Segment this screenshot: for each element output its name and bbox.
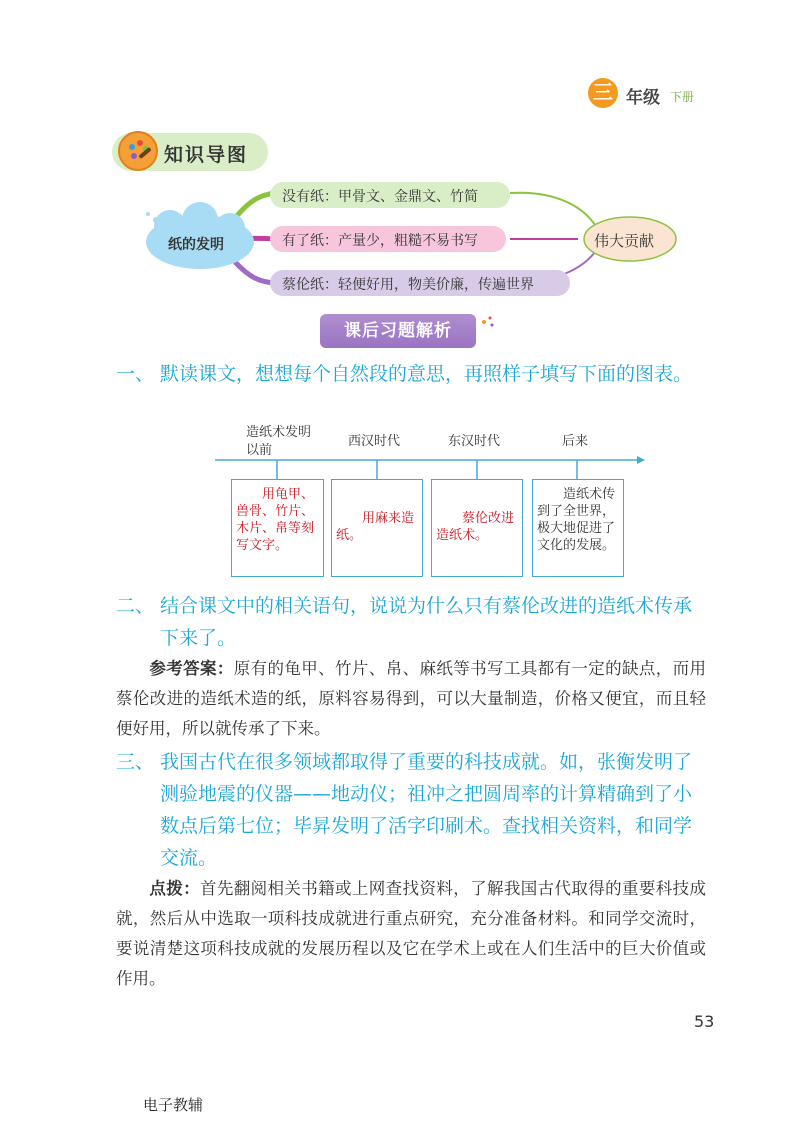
timeline-label-1: 造纸术发明以前 xyxy=(246,425,312,458)
timeline-label-4: 后来 xyxy=(562,434,589,449)
timeline-label-3: 东汉时代 xyxy=(448,434,501,449)
question-3 xyxy=(116,746,706,874)
timeline-box-1: 用龟甲、兽骨、竹片、木片、帛等刻写文字。 xyxy=(231,479,324,577)
branch-label-top: 没有纸：甲骨文、金鼎文、竹简 xyxy=(282,189,478,205)
sparkle-icon xyxy=(480,314,496,330)
answer-text: 原有的龟甲、竹片、帛、麻纸等书写工具都有一定的缺点，而用蔡伦改进的造纸术造的纸，原料容易得到，可以大量制造，价格又便宜，而且轻便好用，所以就传承了下来。 xyxy=(116,659,707,738)
question-3-text: 我国古代在很多领域都取得了重要的科技成就。如，张衡发明了测验地震的仪器——地动仪；祖冲之把圆周率的计算精确到了小数点后第七位；毕昇发明了活字印刷术。查找相关资料，和同学交流。 xyxy=(160,751,693,869)
grade-sub-label: 下册 xyxy=(670,90,695,104)
question-1-number: 一、 xyxy=(116,363,155,385)
exercise-section-banner: 课后习题解析 xyxy=(320,314,476,348)
question-1-text: 默读课文，想想每个自然段的意思，再照样子填写下面的图表。 xyxy=(160,363,693,385)
conclusion-label: 伟大贡献 xyxy=(594,232,655,250)
timeline-label-2: 西汉时代 xyxy=(348,434,401,449)
palette-icon xyxy=(118,131,158,171)
center-node-label: 纸的发明 xyxy=(168,237,224,253)
question-1 xyxy=(116,358,706,390)
footer-watermark: 电子教辅 xyxy=(143,1096,204,1114)
knowledge-map-title: 知识导图 xyxy=(164,144,249,166)
branch-label-bottom: 蔡伦纸：轻便好用，物美价廉，传遍世界 xyxy=(282,277,534,293)
answer-label: 参考答案： xyxy=(149,659,234,678)
question-2 xyxy=(116,590,706,654)
question-2-number: 二、 xyxy=(116,595,155,617)
answer-paragraph xyxy=(116,654,706,744)
question-2-text: 结合课文中的相关语句，说说为什么只有蔡伦改进的造纸术传承下来了。 xyxy=(160,595,693,649)
grade-label: 年级 xyxy=(626,88,660,108)
timeline-box-3: 蔡伦改进造纸术。 xyxy=(431,479,523,577)
timeline-box-2: 用麻来造纸。 xyxy=(331,479,423,577)
timeline-box-4: 造纸术传到了全世界，极大地促进了文化的发展。 xyxy=(532,479,624,577)
page-number: 53 xyxy=(694,1012,715,1031)
tip-text: 首先翻阅相关书籍或上网查找资料，了解我国古代取得的重要科技成就，然后从中选取一项科技成就进行重点研究，充分准备材料。和同学交流时，要说清楚这项科技成就的发展历程以及它在学术上或在人们生活中的巨大价值或作用。 xyxy=(116,879,707,988)
tip-paragraph xyxy=(116,874,706,994)
question-3-number: 三、 xyxy=(116,751,155,773)
tip-label: 点拨： xyxy=(149,879,201,898)
branch-label-middle: 有了纸：产量少，粗糙不易书写 xyxy=(282,233,478,249)
connector-bottom xyxy=(235,262,275,283)
timeline-axis xyxy=(215,420,645,480)
connector-right-top xyxy=(510,193,595,225)
grade-number-badge: 三 xyxy=(588,78,618,108)
connector-top xyxy=(235,193,275,218)
